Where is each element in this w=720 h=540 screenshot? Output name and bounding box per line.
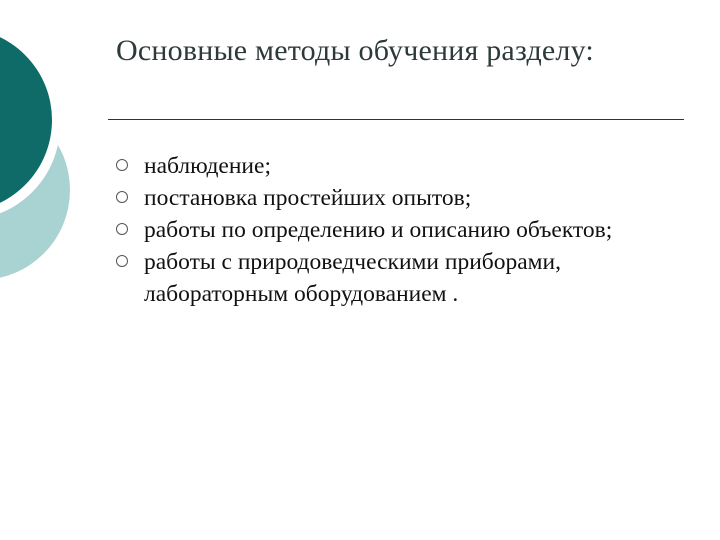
bullet-text: постановка простейших опытов; [144, 185, 472, 211]
bullet-item [116, 214, 696, 246]
bullet-item [116, 150, 696, 182]
teal-circles-decoration [0, 0, 120, 300]
slide-title: Основные методы обучения разделу: [116, 34, 594, 67]
bullet-item [116, 246, 696, 310]
hollow-circle-bullet-icon [116, 191, 128, 203]
bullet-list [116, 150, 696, 310]
hollow-circle-bullet-icon [116, 255, 128, 267]
bullet-text: работы по определению и описанию объектов; [144, 217, 613, 243]
bullet-text: наблюдение; [144, 153, 271, 179]
hollow-circle-bullet-icon [116, 159, 128, 171]
bullet-text: работы с природоведческими приборами, лабораторным оборудованием . [144, 249, 561, 307]
title-divider [108, 119, 684, 120]
hollow-circle-bullet-icon [116, 223, 128, 235]
bullet-item [116, 182, 696, 214]
